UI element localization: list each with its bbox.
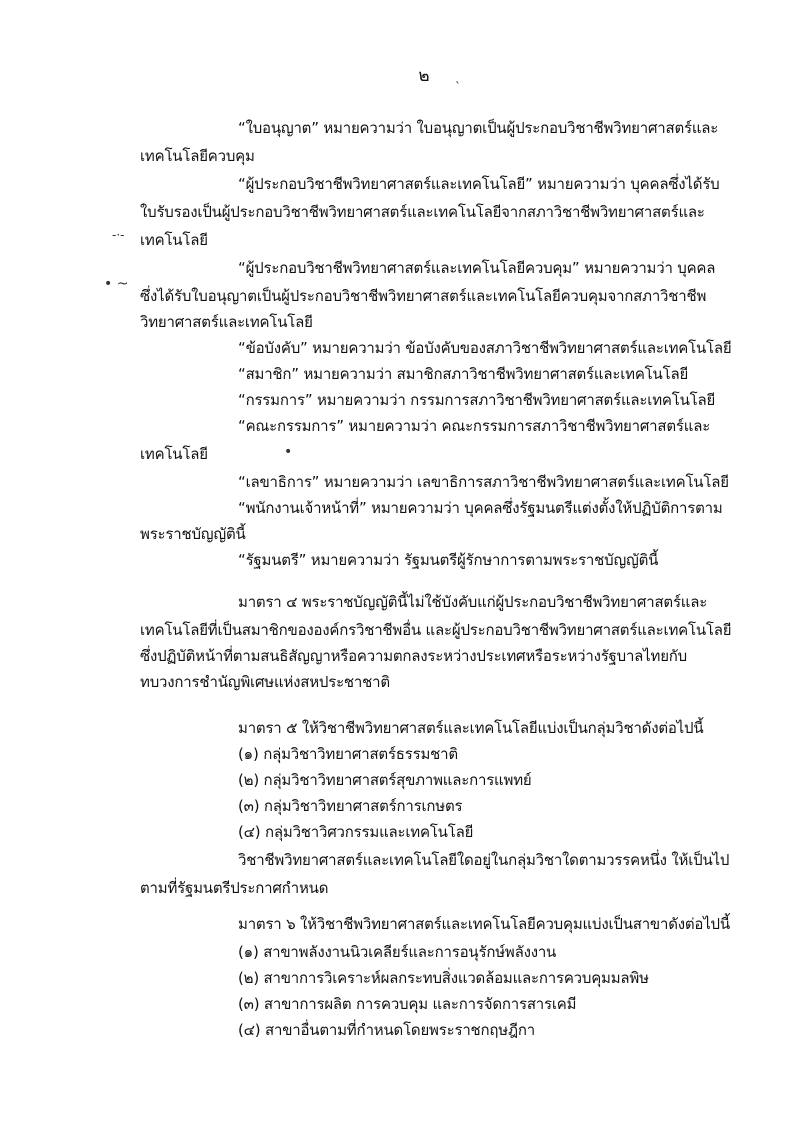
- definition-committee-member: “กรรมการ” หมายความว่า กรรมการสภาวิชาชีพวิทยาศาสตร์และเทคโนโลยี: [238, 391, 716, 409]
- definition-committee: “คณะกรรมการ” หมายความว่า คณะกรรมการสภาวิชาชีพวิทยาศาสตร์และ: [238, 417, 711, 435]
- definition-member: “สมาชิก” หมายความว่า สมาชิกสภาวิชาชีพวิทยาศาสตร์และเทคโนโลยี: [238, 365, 689, 383]
- definition-committee-cont: เทคโนโลยี: [140, 445, 208, 463]
- scan-mark: `: [455, 80, 461, 94]
- section-5-item: (๓) กลุ่มวิชาวิทยาศาสตร์การเกษตร: [238, 797, 463, 815]
- definition-regulation: “ข้อบังคับ” หมายความว่า ข้อบังคับของสภาวิชาชีพวิทยาศาสตร์และเทคโนโลยี: [238, 339, 732, 357]
- definition-controlled-practitioner: “ผู้ประกอบวิชาชีพวิทยาศาสตร์และเทคโนโลยีควบคุม” หมายความว่า บุคคล: [238, 259, 716, 277]
- section-6-item: (๑) สาขาพลังงานนิวเคลียร์และการอนุรักษ์พลังงาน: [238, 943, 557, 961]
- definition-controlled-practitioner-cont: วิทยาศาสตร์และเทคโนโลยี: [140, 313, 313, 331]
- section-4-text: เทคโนโลยีที่เป็นสมาชิกขององค์กรวิชาชีพอื่น และผู้ประกอบวิชาชีพวิทยาศาสตร์และเทคโนโลยี: [140, 621, 732, 639]
- definition-license: “ใบอนุญาต” หมายความว่า ใบอนุญาตเป็นผู้ประกอบวิชาชีพวิทยาศาสตร์และ: [238, 119, 719, 137]
- section-4-text: ซึ่งปฏิบัติหน้าที่ตามสนธิสัญญาหรือความตกลงระหว่างประเทศหรือระหว่างรัฐบาลไทยกับ: [140, 647, 687, 665]
- section-5-heading: มาตรา ๕ ให้วิชาชีพวิทยาศาสตร์และเทคโนโลยีแบ่งเป็นกลุ่มวิชาดังต่อไปนี้: [238, 719, 704, 737]
- section-5-item: (๑) กลุ่มวิชาวิทยาศาสตร์ธรรมชาติ: [238, 745, 458, 763]
- section-6-item: (๒) สาขาการวิเคราะห์ผลกระทบสิ่งแวดล้อมและการควบคุมมลพิษ: [238, 969, 649, 987]
- section-5-item: (๔) กลุ่มวิชาวิศวกรรมและเทคโนโลยี: [238, 823, 474, 841]
- definition-practitioner-cont: เทคโนโลยี: [140, 231, 208, 249]
- definition-official: “พนักงานเจ้าหน้าที่” หมายความว่า บุคคลซึ่งรัฐมนตรีแต่งตั้งให้ปฏิบัติการตาม: [238, 499, 723, 517]
- definition-secretary: “เลขาธิการ” หมายความว่า เลขาธิการสภาวิชาชีพวิทยาศาสตร์และเทคโนโลยี: [238, 473, 729, 491]
- section-6-item: (๔) สาขาอื่นตามที่กำหนดโดยพระราชกฤษฎีกา: [238, 1021, 535, 1039]
- definition-practitioner: “ผู้ประกอบวิชาชีพวิทยาศาสตร์และเทคโนโลยี” หมายความว่า บุคคลซึ่งได้รับ: [238, 175, 720, 193]
- definition-minister: “รัฐมนตรี” หมายความว่า รัฐมนตรีผู้รักษาการตามพระราชบัญญัตินี้: [238, 551, 659, 569]
- scan-mark: -·-: [112, 228, 125, 242]
- section-5-item: (๒) กลุ่มวิชาวิทยาศาสตร์สุขภาพและการแพทย์: [238, 771, 532, 789]
- section-5-closing-cont: ตามที่รัฐมนตรีประกาศกำหนด: [140, 879, 329, 897]
- section-5-closing: วิชาชีพวิทยาศาสตร์และเทคโนโลยีใดอยู่ในกลุ่มวิชาใดตามวรรคหนึ่ง ให้เป็นไป: [238, 851, 730, 869]
- definition-official-cont: พระราชบัญญัตินี้: [140, 525, 246, 543]
- section-4-text: ทบวงการชำนัญพิเศษแห่งสหประชาชาติ: [140, 673, 390, 691]
- definition-practitioner-cont: ใบรับรองเป็นผู้ประกอบวิชาชีพวิทยาศาสตร์และเทคโนโลยีจากสภาวิชาชีพวิทยาศาสตร์และ: [140, 203, 705, 221]
- definition-controlled-practitioner-cont: ซึ่งได้รับใบอนุญาตเป็นผู้ประกอบวิชาชีพวิทยาศาสตร์และเทคโนโลยีควบคุมจากสภาวิชาชีพ: [140, 287, 707, 305]
- page-number: ๒: [418, 66, 430, 86]
- scan-mark: •: [284, 444, 293, 460]
- section-6-heading: มาตรา ๖ ให้วิชาชีพวิทยาศาสตร์และเทคโนโลยีควบคุมแบ่งเป็นสาขาดังต่อไปนี้: [238, 915, 730, 933]
- section-6-item: (๓) สาขาการผลิต การควบคุม และการจัดการสารเคมี: [238, 995, 577, 1013]
- definition-license-cont: เทคโนโลยีควบคุม: [140, 147, 255, 165]
- scan-mark: • ~: [104, 276, 129, 292]
- section-4-heading: มาตรา ๔ พระราชบัญญัตินี้ไม่ใช้บังคับแก่ผู้ประกอบวิชาชีพวิทยาศาสตร์และ: [238, 593, 708, 611]
